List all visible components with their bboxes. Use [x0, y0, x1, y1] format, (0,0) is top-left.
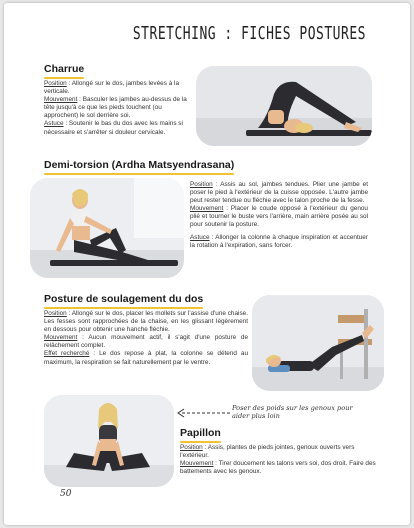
handwritten-note: Poser des poids sur les genoux pour aider plus loin: [232, 404, 353, 420]
title-underline: [180, 441, 221, 443]
section-title-charrue: [44, 63, 84, 79]
label-position: Position: [180, 444, 203, 451]
charrue-photo: [196, 66, 372, 146]
charrue-astuce: : Soutenir le bas du dos avec les mains si nécessaire et s'arrêter si douleur cervicale.: [44, 120, 183, 136]
label-position: Position: [44, 310, 67, 317]
label-astuce: Astuce: [44, 120, 64, 128]
soulagement-mouvement: : Aucun mouvement actif, il s'agit d'une posture de relâchement complet.: [44, 334, 248, 350]
soulagement-effet: : Le dos repose à plat, la colonne se détend au maximum, la respiration se fait naturellement par le ventre.: [44, 350, 248, 366]
plow-pose-illustration: [196, 66, 372, 146]
label-effet: Effet recherché: [44, 350, 90, 358]
papillon-title-text: Papillon: [180, 427, 221, 439]
title-underline: [44, 77, 84, 79]
label-mouvement: Mouvement: [180, 460, 214, 468]
title-underline: [44, 307, 203, 309]
soulagement-photo: [252, 295, 384, 391]
papillon-position: : Assis, plantes de pieds jointes, genoux ouverts vers l'extérieur.: [180, 444, 355, 460]
twist-pose-illustration: [30, 178, 184, 278]
charrue-mouvement: : Basculer les jambes au-dessus de la tête jusqu'à ce que les pieds touchent (ou approchent) le sol derrière soi.: [44, 96, 187, 120]
page-number: 50: [60, 489, 72, 499]
soulagement-text: [44, 310, 248, 367]
soulagement-position: : Allongé sur le dos, placer les mollets sur l'assise d'une chaise. Les fesses sont rapprochées de la chaise, en les glissant légèrement en dessous pour obtenir une hanche fléchie.: [44, 310, 248, 334]
section-title-demi-torsion: [44, 159, 234, 175]
label-mouvement: Mouvement: [44, 96, 78, 104]
title-underline: [44, 173, 234, 175]
label-mouvement: Mouvement: [44, 334, 78, 342]
demi-torsion-text: [190, 181, 368, 250]
arrow-icon: [176, 407, 234, 419]
demi-torsion-astuce: : Allonger la colonne à chaque inspiration et accentuer la rotation à l'expiration, sans forcer.: [190, 233, 368, 249]
demi-torsion-title-text: Demi-torsion (Ardha Matsyendrasana): [44, 159, 235, 171]
demi-torsion-photo: [30, 178, 184, 278]
papillon-text: [180, 444, 376, 476]
charrue-title-text: Charrue: [44, 63, 85, 75]
label-mouvement: Mouvement: [190, 205, 224, 213]
charrue-position: : Allongé sur le dos, jambes levées à la verticale.: [44, 80, 180, 96]
label-astuce: Astuce: [190, 233, 210, 241]
papillon-photo: [44, 395, 174, 487]
butterfly-pose-illustration: [44, 395, 174, 487]
page-title: STRETCHING : FICHES POSTURES: [132, 24, 366, 45]
demi-torsion-mouvement: : Placer le coude opposé à l'extérieur du genou plié et tourner le buste vers l'arrière, main arrière posée au sol pour soutenir la posture.: [190, 205, 368, 229]
label-position: Position: [190, 181, 213, 188]
soulagement-title-text: Posture de soulagement du dos: [44, 293, 204, 305]
papillon-mouvement: : Tirer doucement les talons vers soi, dos droit. Faire des battements avec les genoux.: [180, 460, 376, 476]
label-position: Position: [44, 80, 67, 87]
section-title-papillon: [180, 427, 221, 443]
demi-torsion-position: : Assis au sol, jambes tendues. Plier une jambe et poser le pied à l'extérieur de la cuisse opposée. L'autre jambe peut rester tendue ou fléchie avec le talon proche de la fesse.: [190, 181, 368, 205]
chair-pose-illustration: [252, 295, 384, 391]
document-page: [4, 3, 410, 525]
charrue-text: [44, 80, 196, 137]
section-title-soulagement: [44, 293, 203, 309]
